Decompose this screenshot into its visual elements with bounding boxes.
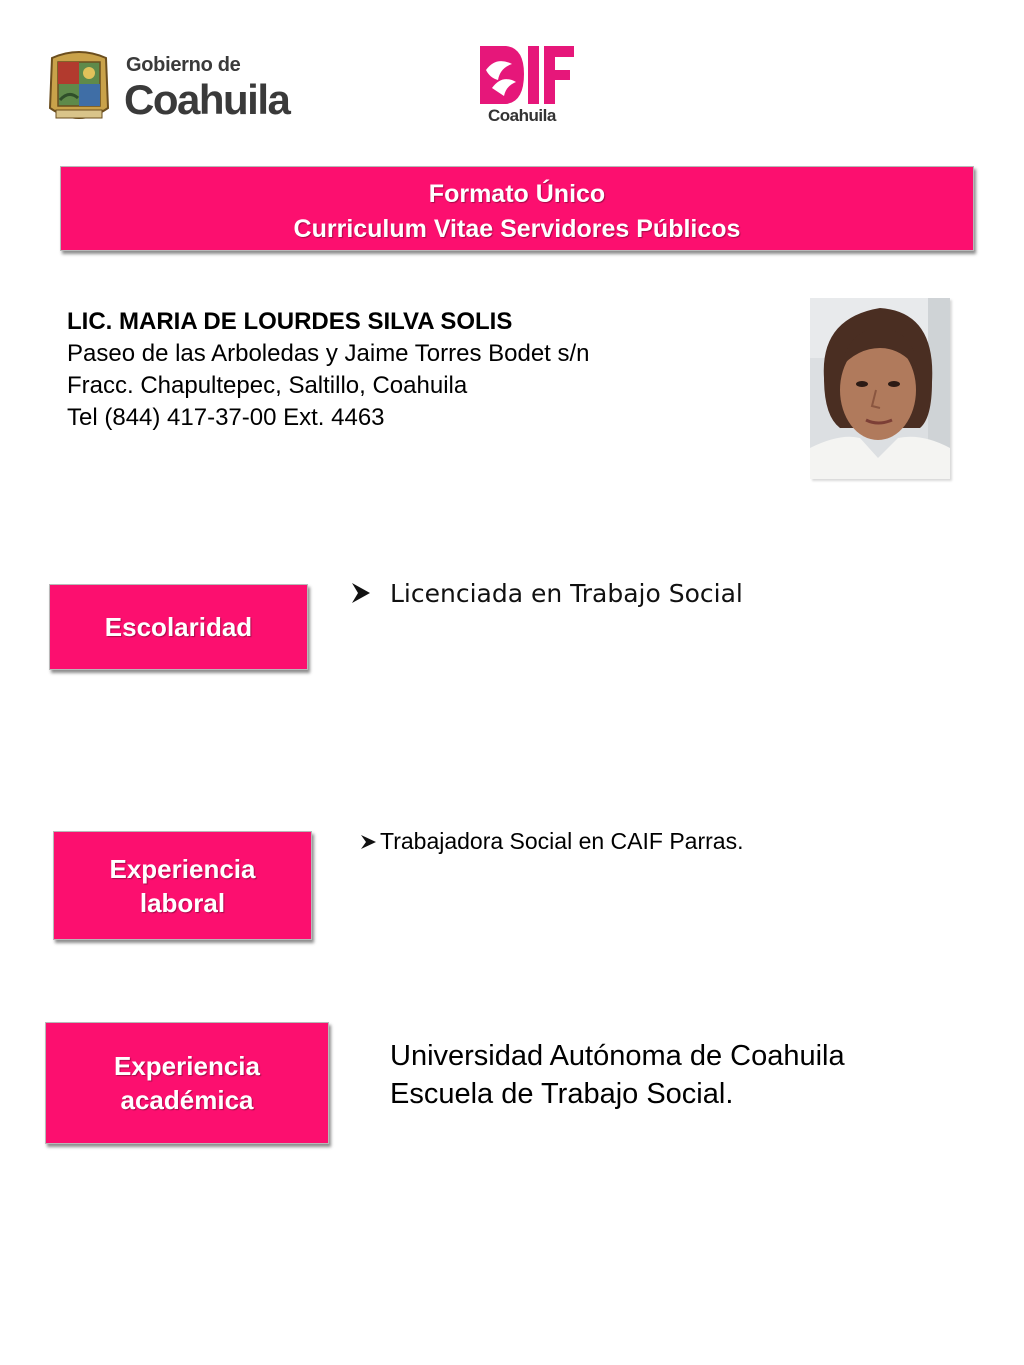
coahuila-text: Coahuila [124,76,290,123]
form-title-bar [60,166,974,251]
academica-label-line2: académica [120,1085,254,1115]
arrow-bullet-icon [360,831,380,853]
escolaridad-label [49,584,308,670]
laboral-label-line2: laboral [139,887,226,918]
academica-content [390,1037,845,1113]
arrow-bullet-icon [350,578,390,608]
escolaridad-label-text: Escolaridad [104,612,253,642]
academica-label-line1: Experiencia [114,1051,260,1081]
person-photo [810,298,950,479]
laboral-item [360,828,743,855]
person-name: LIC. MARIA DE LOURDES SILVA SOLIS [67,308,513,335]
form-subtitle: Curriculum Vitae Servidores Públicos [293,215,741,243]
experiencia-academica-label [45,1022,329,1144]
dif-coahuila-logo [476,44,586,134]
academica-line1: Universidad Autónoma de Coahuila [390,1040,845,1072]
person-phone: Tel (844) 417-37-00 Ext. 4463 [67,404,385,431]
person-address-line2: Fracc. Chapultepec, Saltillo, Coahuila [67,372,468,399]
person-info [67,306,590,434]
escolaridad-item-text: Licenciada en Trabajo Social [390,578,743,608]
experiencia-laboral-label [53,831,312,940]
laboral-item-text: Trabajadora Social en CAIF Parras. [380,828,744,854]
gobierno-coahuila-logo [44,48,304,128]
academica-line2: Escuela de Trabajo Social. [390,1078,734,1110]
escolaridad-item [350,578,743,608]
gobierno-de-text: Gobierno de [126,54,241,76]
coahuila-seal-icon [44,48,114,126]
dif-logo-icon [476,44,576,106]
dif-sub-text: Coahuila [488,106,556,125]
form-title: Formato Único [428,180,606,208]
person-address-line1: Paseo de las Arboledas y Jaime Torres Bodet s/n [67,340,590,367]
portrait-image [810,298,950,479]
laboral-label-line1: Experiencia [109,853,256,884]
